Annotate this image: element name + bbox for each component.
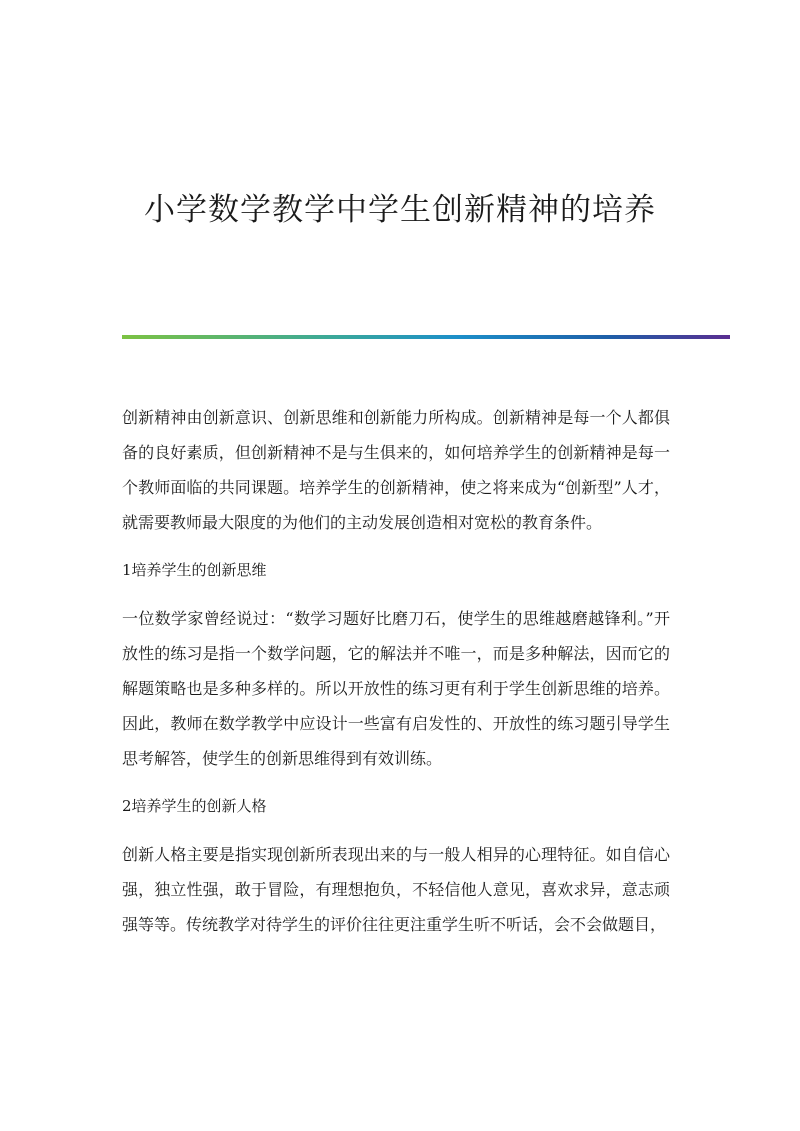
paragraph-section-2: 创新人格主要是指实现创新所表现出来的与一般人相异的心理特征。如自信心强，独立性强，敢于冒险，有理想抱负，不轻信他人意见，喜欢求异，意志顽强等等。传统教学对待学生的评价往往更注重学生听不听话，会不会做题目， [122, 845, 670, 934]
title-divider [122, 335, 730, 339]
document-body [122, 400, 670, 942]
paragraph-section-1: 一位数学家曾经说过：“数学习题好比磨刀石，使学生的思维越磨越锋利。”开放性的练习是指一个数学问题，它的解法并不唯一，而是多种解法，因而它的解题策略也是多种多样的。所以开放性的练习更有利于学生创新思维的培养。因此，教师在数学教学中应设计一些富有启发性的、开放性的练习题引导学生思考解答，使学生的创新思维得到有效训练。 [122, 609, 670, 768]
document-title: 小学数学教学中学生创新精神的培养 [144, 192, 656, 228]
section-heading-1: 1培养学生的创新思维 [122, 561, 267, 579]
paragraph-intro: 创新精神由创新意识、创新思维和创新能力所构成。创新精神是每一个人都俱备的良好素质，但创新精神不是与生俱来的，如何培养学生的创新精神是每一个教师面临的共同课题。培养学生的创新精神，使之将来成为“创新型”人才，就需要教师最大限度的为他们的主动发展创造相对宽松的教育条件。 [122, 408, 670, 532]
section-heading-2: 2培养学生的创新人格 [122, 797, 267, 815]
